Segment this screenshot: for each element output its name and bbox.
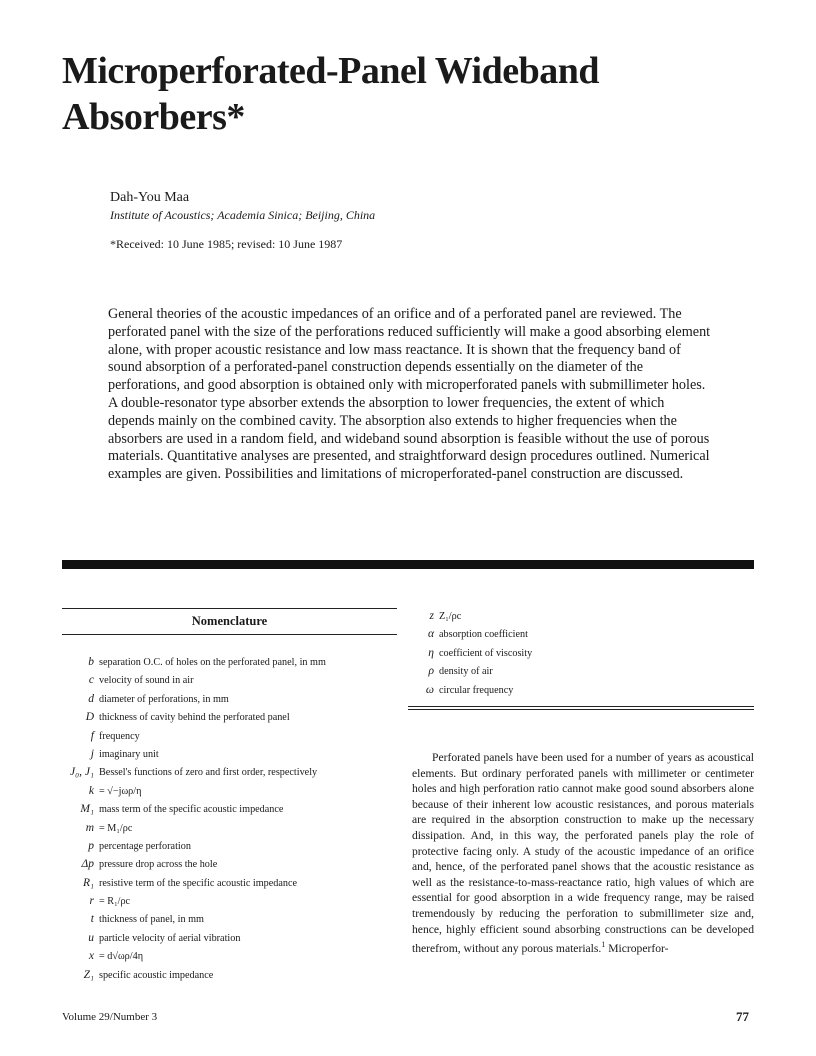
nomenclature-definition: absorption coefficient <box>439 629 528 641</box>
nomenclature-symbol: ω <box>425 683 434 696</box>
abstract-text: General theories of the acoustic impedances of an orifice and of a perforated panel are reviewed. The perforated panel with the size of the perforations reduced sufficiently will make a good absorbing element alone, with proper acoustic resistance and low mass reactance. It is shown that the frequency band of sound absorption of a perforated-panel construction depends essentially on the diameter of the perforations, and good absorption is obtained only with microperforated panels with submillimeter holes. A double-resonator type absorber extends the absorption to lower frequencies, the extent of which depends mainly on the combined cavity. The absorption also extends to higher frequencies when the absorbers are used in a random field, and wideband sound absorption is feasible without the use of porous materials. Quantitative analyses are presented, and straightforward design procedures outlined. Numerical examples are given. Possibilities and limitations of microperforated-panel construction are discussed. <box>108 306 711 483</box>
body-column <box>412 750 754 957</box>
footer-volume: Volume 29/Number 3 <box>62 1011 158 1023</box>
nomenclature-entry <box>400 610 760 628</box>
title-line: Absorbers* <box>62 96 245 138</box>
nomenclature-entry <box>30 877 400 895</box>
nomenclature-entry <box>400 647 760 665</box>
nomenclature-definition: specific acoustic impedance <box>99 969 214 981</box>
nomenclature-entry <box>30 711 400 729</box>
nomenclature-symbol: c <box>88 674 94 687</box>
nomenclature-symbol: ρ <box>428 665 434 678</box>
nomenclature-entry <box>30 730 400 748</box>
nomenclature-definition: velocity of sound in air <box>99 675 194 687</box>
nomenclature-symbol: M₁ <box>80 803 94 816</box>
nomenclature-symbol: z <box>429 610 434 622</box>
author-affiliation: Institute of Acoustics; Academia Sinica; Beijing, China <box>110 208 376 222</box>
nomenclature-entry <box>30 693 400 711</box>
rule <box>408 709 754 710</box>
nomenclature-entry <box>30 913 400 931</box>
nomenclature-symbol: Z₁ <box>83 968 94 981</box>
nomenclature-definition: diameter of perforations, in mm <box>99 693 229 705</box>
nomenclature-definition: = √−jωρ/η <box>99 785 142 797</box>
nomenclature-entry <box>30 858 400 876</box>
nomenclature-symbol: R₁ <box>82 876 94 889</box>
nomenclature-definition: mass term of the specific acoustic impedance <box>99 804 284 816</box>
nomenclature-symbol: k <box>88 784 94 797</box>
nomenclature-definition: = R₁/ρc <box>99 896 131 908</box>
nomenclature-symbol: p <box>88 839 94 852</box>
nomenclature-definition: coefficient of viscosity <box>439 647 533 659</box>
nomenclature-entry <box>400 665 760 683</box>
nomenclature-definition: = M₁/ρc <box>99 822 133 834</box>
nomenclature-list <box>30 656 400 987</box>
page-number: 77 <box>736 1009 749 1024</box>
nomenclature-entry <box>400 684 760 702</box>
received-date: *Received: 10 June 1985; revised: 10 June 1987 <box>110 237 343 251</box>
section-divider <box>62 560 754 569</box>
nomenclature-symbol: j <box>90 747 94 760</box>
nomenclature-symbol: f <box>90 729 94 742</box>
nomenclature-definition: thickness of cavity behind the perforated panel <box>99 712 290 724</box>
nomenclature-symbol: Δp <box>81 858 94 871</box>
nomenclature-entry <box>30 785 400 803</box>
nomenclature-symbol: J₀, J₁ <box>70 766 94 779</box>
nomenclature-definition: thickness of panel, in mm <box>99 914 204 926</box>
nomenclature-entry <box>30 674 400 692</box>
nomenclature-definition: pressure drop across the hole <box>99 859 218 871</box>
nomenclature-definition: percentage perforation <box>99 840 191 852</box>
nomenclature-entry <box>30 895 400 913</box>
nomenclature-entry <box>30 840 400 858</box>
nomenclature-definition: = d√ωρ/4η <box>99 951 144 963</box>
nomenclature-symbol: η <box>428 646 434 659</box>
footnote-ref[interactable]: 1 <box>601 940 606 950</box>
nomenclature-symbol: r <box>89 895 94 908</box>
nomenclature-entry <box>30 766 400 784</box>
nomenclature-header <box>62 608 397 635</box>
nomenclature-list-continued <box>400 610 760 702</box>
abstract <box>108 306 712 484</box>
nomenclature-symbol: D <box>85 711 94 724</box>
nomenclature-definition: density of air <box>439 666 493 678</box>
rule <box>62 634 397 635</box>
nomenclature-entry <box>30 748 400 766</box>
nomenclature-symbol: d <box>88 692 94 705</box>
nomenclature-symbol: b <box>88 656 94 668</box>
nomenclature-heading: Nomenclature <box>191 614 268 628</box>
nomenclature-entry <box>30 950 400 968</box>
nomenclature-definition: Z₁/ρc <box>439 611 462 622</box>
nomenclature-definition: particle velocity of aerial vibration <box>99 932 241 944</box>
nomenclature-entry <box>30 803 400 821</box>
nomenclature-symbol: m <box>85 821 94 834</box>
body-text: Perforated panels have been used for a number of years as acoustical elements. But ordinary perforated panels with millimeter or centimeter holes and high perforation ratio cannot make good sound absorbers alone because of their inherent low acoustic resistances, and porous materials are required in the absorption construction to make up the necessary dissipation. And, in this way, the perforated panels play the role of protective facing only. A study of the acoustic impedance of an orifice and, hence, of the perforated panel shows that the acoustic resistance as well as the resistance-to-mass-reactance ratio, high values of which are essential for good absorption in a wide frequency range, may be raised tremendously by reducing the perforation to submillimeter size and, hence, highly efficient sound absorbing constructions can be developed therefrom, without any porous materials. <box>412 751 754 955</box>
paper-title <box>62 48 782 140</box>
body-text-continued: Microperfor- <box>605 941 669 955</box>
rule <box>408 706 754 707</box>
nomenclature-symbol: x <box>88 950 94 963</box>
nomenclature-entry <box>30 932 400 950</box>
nomenclature-symbol: t <box>90 913 94 926</box>
title-line: Microperforated-Panel Wideband <box>62 50 600 92</box>
nomenclature-definition: imaginary unit <box>99 748 159 760</box>
nomenclature-definition: resistive term of the specific acoustic impedance <box>99 877 298 889</box>
nomenclature-definition: Bessel's functions of zero and first order, respectively <box>99 767 318 779</box>
author-name: Dah-You Maa <box>110 190 190 205</box>
nomenclature-entry <box>400 628 760 646</box>
nomenclature-entry <box>30 656 400 674</box>
nomenclature-symbol: α <box>427 628 434 641</box>
nomenclature-symbol: u <box>88 931 94 944</box>
nomenclature-entry <box>30 822 400 840</box>
nomenclature-entry <box>30 969 400 987</box>
nomenclature-definition: circular frequency <box>439 684 514 696</box>
nomenclature-definition: frequency <box>99 730 140 742</box>
nomenclature-end-rule <box>408 706 754 712</box>
body-paragraph <box>412 750 754 957</box>
nomenclature-definition: separation O.C. of holes on the perforated panel, in mm <box>99 657 326 668</box>
